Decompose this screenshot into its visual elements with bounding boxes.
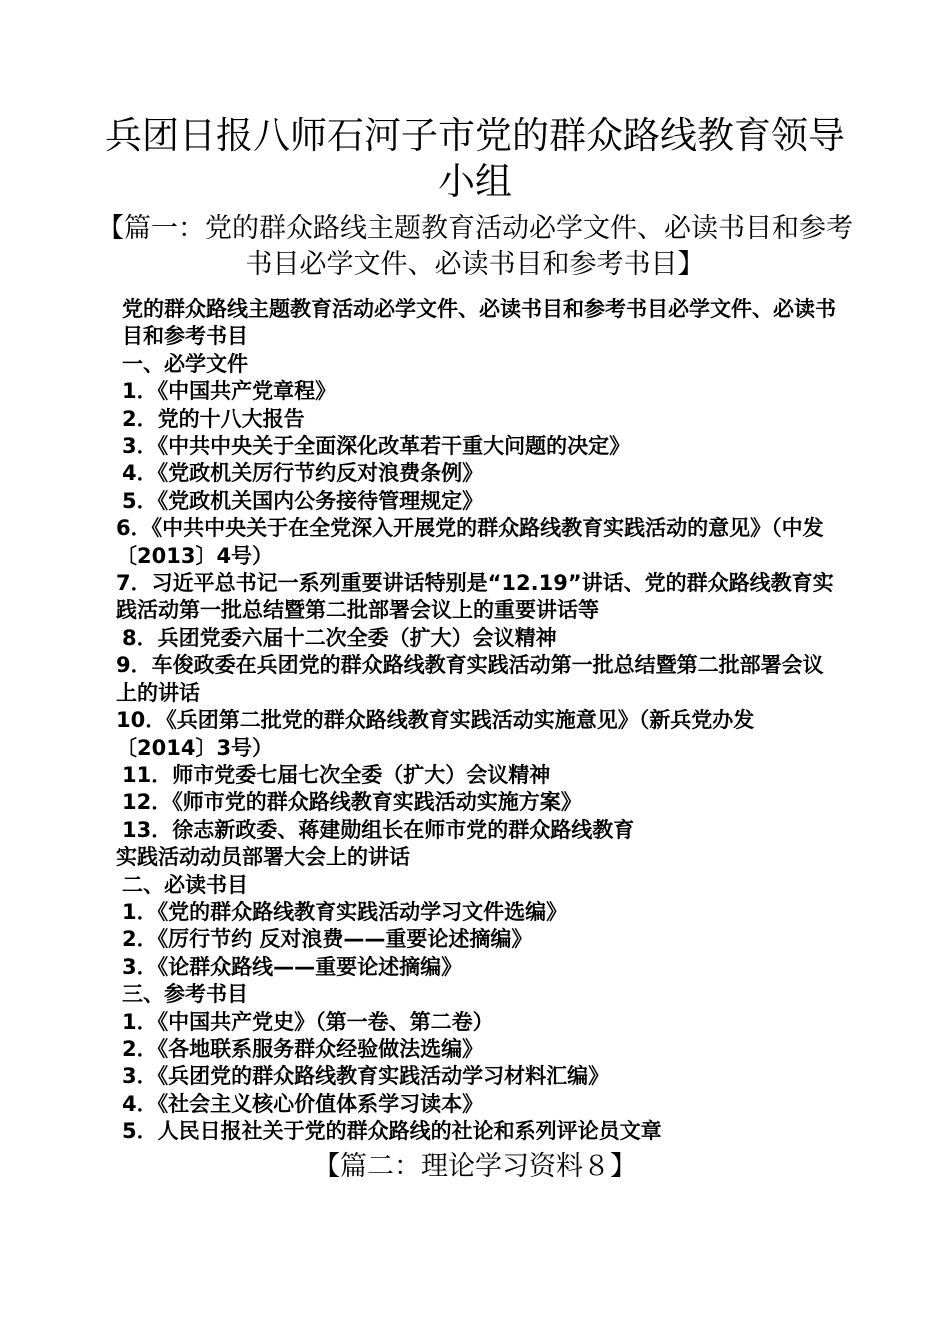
list-item-continuation: 实践活动动员部署大会上的讲话: [116, 845, 410, 870]
section-1-heading: 【篇一：党的群众路线主题教育活动必学文件、必读书目和参考书目必学文件、必读书目和参考书目】: [97, 213, 853, 280]
subheading-reference-books: 三、参考书目: [122, 982, 248, 1007]
list-item: 7．习近平总书记一系列重要讲话特别是“12.19”讲话、党的群众路线教育实践活动第一批总结暨第二批部署会议上的重要讲话等: [116, 571, 834, 623]
list-item: 13．徐志新政委、蒋建勋组长在师市党的群众路线教育: [122, 817, 635, 842]
list-item: 8．兵团党委六届十二次全委（扩大）会议精神: [122, 625, 557, 650]
list-item: 11．师市党委七届七次全委（扩大）会议精神: [122, 762, 551, 787]
list-item: 1．《党的群众路线教育实践活动学习文件选编》: [122, 899, 568, 924]
list-item: 10．《兵团第二批党的群众路线教育实践活动实施意见》（新兵党办发〔2014〕3号）: [116, 708, 755, 760]
list-item: 2．党的十八大报告: [122, 406, 305, 431]
body-intro: 党的群众路线主题教育活动必学文件、必读书目和参考书目必学文件、必读书目和参考书目: [122, 297, 836, 349]
list-item: 1．《中国共产党史》（第一卷、第二卷）: [122, 1009, 494, 1034]
subheading-required-reading: 二、必读书目: [122, 872, 248, 897]
section-2-heading: 【篇二：理论学习资料８】: [313, 1151, 637, 1182]
document-body: [116, 296, 841, 1146]
list-item: 1．《中国共产党章程》: [122, 379, 337, 404]
list-item: 3．《中共中央关于全面深化改革若干重大问题的决定》: [122, 434, 631, 459]
list-item: 4．《社会主义核心价值体系学习读本》: [122, 1091, 484, 1116]
list-item: 3．《兵团党的群众路线教育实践活动学习材料汇编》: [122, 1064, 610, 1089]
document-title: 兵团日报八师石河子市党的群众路线教育领导小组: [105, 114, 845, 203]
list-item: 2．《厉行节约 反对浪费——重要论述摘编》: [122, 927, 533, 952]
list-item: 9．车俊政委在兵团党的群众路线教育实践活动第一批总结暨第二批部署会议上的讲话: [116, 653, 824, 705]
list-item: 12．《师市党的群众路线教育实践活动实施方案》: [122, 790, 582, 815]
subheading-required-documents: 一、必学文件: [122, 351, 248, 376]
list-item: 4．《党政机关厉行节约反对浪费条例》: [122, 461, 484, 486]
list-item: 6．《中共中央关于在全党深入开展党的群众路线教育实践活动的意见》（中发〔2013〕4号）: [116, 516, 824, 568]
list-item: 3．《论群众路线——重要论述摘编》: [122, 954, 463, 979]
list-item: 5．人民日报社关于党的群众路线的社论和系列评论员文章: [122, 1119, 662, 1144]
list-item: 5．《党政机关国内公务接待管理规定》: [122, 488, 484, 513]
list-item: 2．《各地联系服务群众经验做法选编》: [122, 1036, 484, 1061]
